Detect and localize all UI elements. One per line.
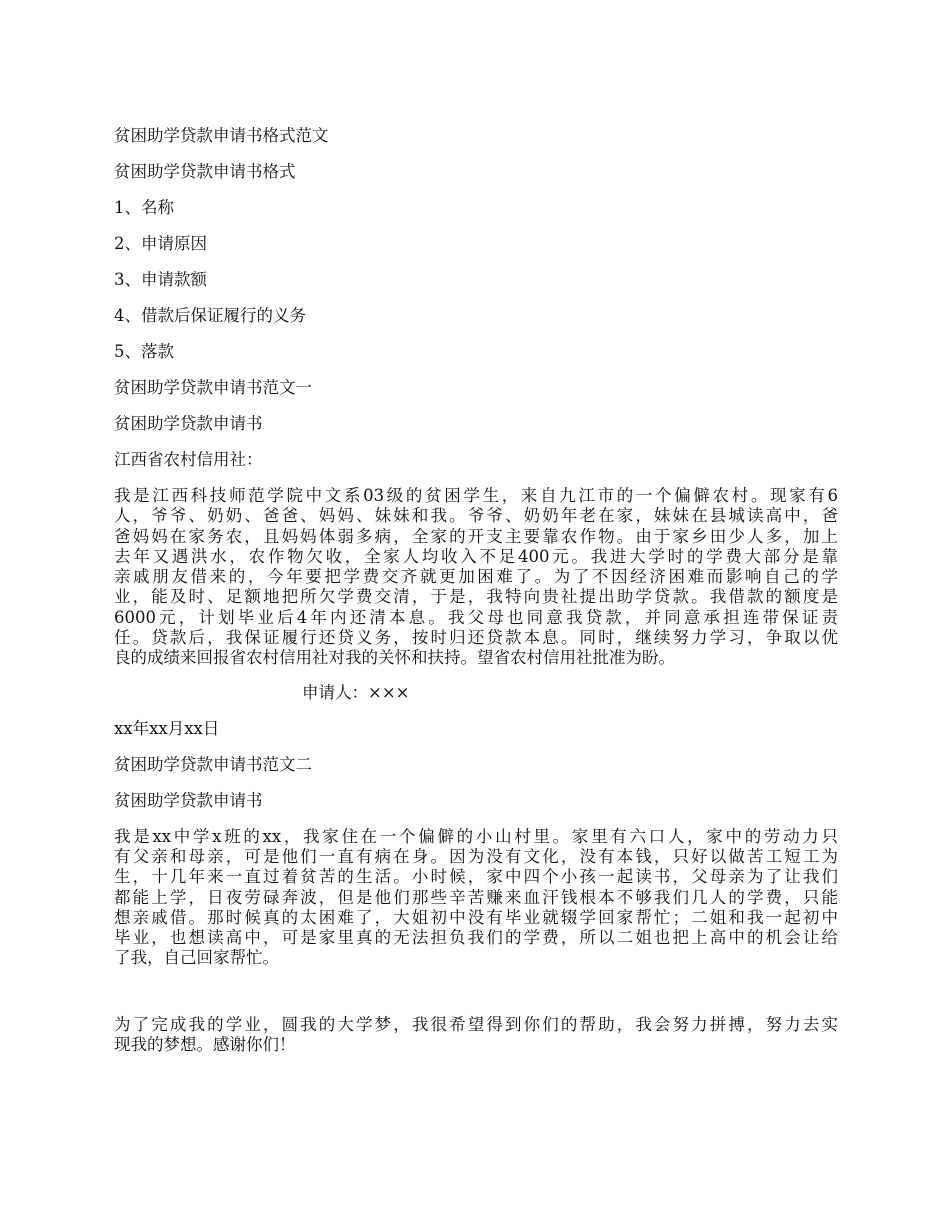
sample1-body	[114, 486, 838, 669]
body-line: 生，十几年来一直过着贫苦的生活。小时候，家中四个小孩一起读书，父母亲为了让我们	[114, 867, 838, 887]
sample1-title: 贫困助学贷款申请书	[114, 414, 263, 433]
body-line: 任。贷款后，我保证履行还贷义务，按时归还贷款本息。同时，继续努力学习，争取以优	[114, 628, 838, 648]
sample2-body	[114, 827, 838, 969]
body-line: 良的成绩来回报省农村信用社对我的关怀和扶持。望省农村信用社批准为盼。	[114, 648, 675, 668]
sample2-title: 贫困助学贷款申请书	[114, 790, 263, 810]
sample2-heading: 贫困助学贷款申请书范文二	[114, 754, 312, 774]
body-line: 去年又遇洪水，农作物欠收，全家人均收入不足400元。我进大学时的学费大部分是靠	[114, 546, 838, 566]
body-line: 亲戚朋友借来的，今年要把学费交齐就更加困难了。为了不因经济困难而影响自己的学	[114, 567, 838, 587]
sample1-date: xx年xx月xx日	[114, 718, 220, 738]
sample1-heading: 贫困助学贷款申请书范文一	[114, 378, 312, 397]
sample2-closing	[114, 1015, 838, 1056]
body-line: 我是江西科技师范学院中文系03级的贫困学生，来自九江市的一个偏僻农村。现家有6	[114, 486, 838, 505]
body-line: 毕业，也想读高中，可是家里真的无法担负我们的学费，所以二姐也把上高中的机会让给	[114, 928, 838, 948]
body-line: 现我的梦想。感谢你们！	[114, 1035, 296, 1055]
format-item: 4、借款后保证履行的义务	[114, 306, 306, 325]
body-line: 了我，自己回家帮忙。	[114, 948, 279, 968]
body-line: 想亲戚借。那时候真的太困难了，大姐初中没有毕业就辍学回家帮忙；二姐和我一起初中	[114, 907, 838, 927]
format-item: 1、名称	[114, 198, 174, 217]
format-item: 3、申请款额	[114, 270, 207, 289]
body-line: 6000元，计划毕业后4年内还清本息。我父母也同意我贷款，并同意承担连带保证责	[114, 607, 838, 627]
paragraph-spacer	[114, 969, 838, 1007]
format-item: 2、申请原因	[114, 234, 207, 253]
format-heading: 贫困助学贷款申请书格式	[114, 162, 296, 181]
body-line: 都能上学，日夜劳碌奔波，但是他们那些辛苦赚来血汗钱根本不够我们几人的学费，只能	[114, 887, 838, 907]
body-line: 有父亲和母亲，可是他们一直有病在身。因为没有文化，没有本钱，只好以做苦工短工为	[114, 846, 838, 866]
body-line: 为了完成我的学业，圆我的大学梦，我很希望得到你们的帮助，我会努力拼搏，努力去实	[114, 1014, 838, 1034]
body-line: 人，爷爷、奶奶、爸爸、妈妈、妹妹和我。爷爷、奶奶年老在家，妹妹在县城读高中，爸	[114, 506, 838, 526]
document-title: 贫困助学贷款申请书格式范文	[114, 126, 329, 145]
document-page	[114, 118, 838, 1055]
body-line: 我是xx中学x班的xx，我家住在一个偏僻的小山村里。家里有六口人，家中的劳动力只	[114, 826, 838, 846]
sample1-signature: 申请人：×××	[302, 682, 410, 702]
sample1-salutation: 江西省农村信用社：	[114, 450, 263, 469]
body-line: 爸妈妈在家务农，且妈妈体弱多病，全家的开支主要靠农作物。由于家乡田少人多，加上	[114, 526, 838, 546]
body-line: 业，能及时、足额地把所欠学费交清，于是，我特向贵社提出助学贷款。我借款的额度是	[114, 587, 838, 607]
format-item: 5、落款	[114, 342, 174, 361]
